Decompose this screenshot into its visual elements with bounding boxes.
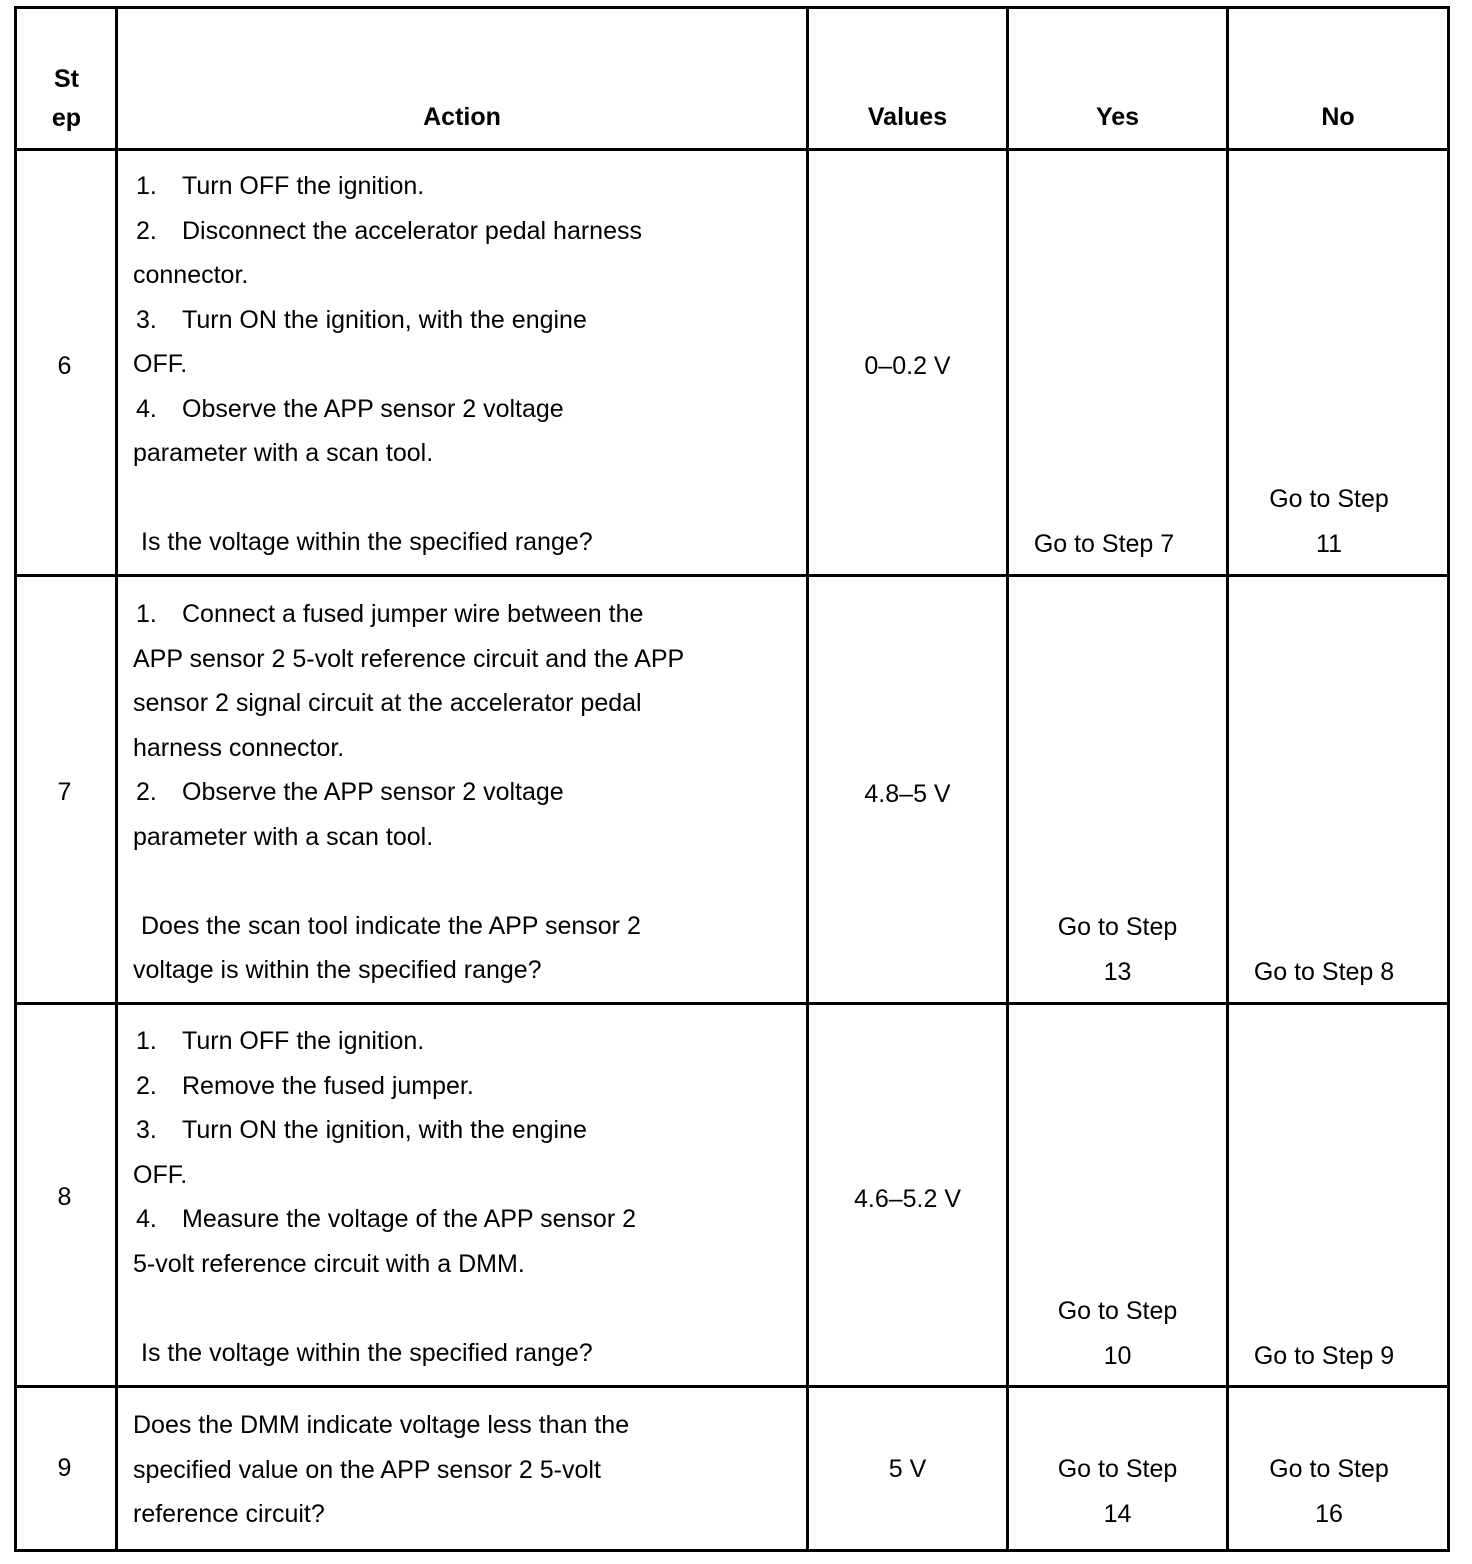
table-row [14, 577, 115, 1002]
step-index: 1. [136, 600, 157, 628]
action-text: Turn ON the ignition, with the engine [182, 1116, 587, 1144]
header-step-line: St [54, 65, 79, 93]
header-action: Action [423, 103, 501, 131]
action-text: Does the DMM indicate voltage less than the [133, 1411, 630, 1439]
table-border-right [1447, 6, 1450, 1552]
header-step [18, 60, 115, 138]
action-step [133, 164, 642, 209]
header-yes: Yes [1095, 103, 1140, 131]
yes-cell [1009, 1447, 1226, 1536]
action-cell [133, 592, 684, 993]
value-cell: 4.6–5.2 V [853, 1185, 962, 1213]
action-step [133, 592, 684, 637]
step-index: 3. [136, 1116, 157, 1144]
no-text: Go to Step 9 [1253, 1342, 1395, 1370]
action-text: Turn OFF the ignition. [182, 1027, 425, 1055]
yes-text: 14 [1103, 1499, 1132, 1528]
column-divider [1226, 6, 1229, 1552]
yes-text: Go to Step [1057, 913, 1178, 941]
step-number: 8 [57, 1183, 72, 1211]
no-cell [1229, 1334, 1419, 1379]
action-text: Turn OFF the ignition. [182, 172, 425, 200]
no-text: Go to Step 8 [1253, 958, 1395, 986]
step-index: 1. [136, 172, 157, 200]
action-step [133, 1108, 636, 1153]
action-step [133, 209, 642, 254]
header-step-line: ep [51, 104, 82, 132]
no-text: Go to Step [1269, 1455, 1389, 1483]
row-divider [14, 1002, 1450, 1005]
table-row [14, 151, 115, 574]
step-index: 2. [136, 1071, 157, 1100]
action-step [133, 1064, 636, 1109]
action-step [133, 1197, 636, 1242]
action-text: Observe the APP sensor 2 voltage [182, 778, 564, 806]
yes-text: 13 [1103, 957, 1132, 986]
step-index: 2. [136, 778, 157, 806]
table-row [14, 1005, 115, 1385]
action-text: APP sensor 2 5-volt reference circuit and the APP [133, 644, 685, 673]
step-index: 2. [136, 216, 157, 245]
action-text: sensor 2 signal circuit at the accelerator pedal [133, 689, 642, 717]
action-text: harness connector. [133, 733, 345, 762]
action-cell [133, 1019, 636, 1375]
action-step [133, 770, 684, 815]
action-step [133, 387, 642, 432]
action-text: Observe the APP sensor 2 voltage [182, 394, 564, 423]
no-cell [1229, 950, 1419, 995]
step-number: 9 [57, 1454, 72, 1482]
action-step [133, 1019, 636, 1064]
question-text: voltage is within the specified range? [133, 956, 542, 984]
row-divider [14, 1385, 1450, 1388]
action-text: OFF. [133, 350, 188, 378]
header-no: No [1321, 103, 1355, 131]
yes-text: Go to Step [1057, 1455, 1178, 1483]
step-index: 4. [136, 394, 157, 423]
action-text: Measure the voltage of the APP sensor 2 [182, 1205, 636, 1233]
yes-text: Go to Step [1057, 1297, 1178, 1325]
step-index: 4. [136, 1205, 157, 1233]
row-divider [14, 574, 1450, 577]
action-cell [133, 1403, 629, 1537]
question-text: Is the voltage within the specified range? [141, 528, 593, 556]
table-border-top [14, 6, 1450, 9]
action-text: parameter with a scan tool. [133, 439, 434, 467]
yes-cell [1009, 522, 1199, 567]
yes-cell [1009, 905, 1226, 994]
action-text: reference circuit? [133, 1500, 325, 1528]
no-cell [1229, 477, 1429, 566]
header-values: Values [867, 103, 948, 131]
step-index: 3. [136, 305, 157, 334]
no-text: 11 [1316, 529, 1342, 558]
action-text: specified value on the APP sensor 2 5-volt [133, 1455, 601, 1484]
step-number: 6 [57, 352, 72, 380]
yes-cell [1009, 1289, 1226, 1378]
table-row [14, 1388, 115, 1549]
action-text: connector. [133, 261, 249, 289]
no-cell [1229, 1447, 1429, 1536]
no-text: Go to Step [1269, 485, 1389, 513]
column-divider [115, 6, 118, 1552]
action-text: Disconnect the accelerator pedal harness [182, 216, 642, 245]
question-text: Does the scan tool indicate the APP sensor 2 [141, 911, 641, 940]
diagnostic-table [14, 6, 1450, 1552]
question-text: Is the voltage within the specified range? [141, 1338, 593, 1367]
action-text: parameter with a scan tool. [133, 822, 434, 851]
action-step [133, 298, 642, 343]
value-cell: 5 V [888, 1455, 927, 1483]
action-text: OFF. [133, 1160, 188, 1189]
yes-text: 10 [1103, 1341, 1132, 1370]
table-border-bottom [14, 1549, 1450, 1552]
action-text: Remove the fused jumper. [182, 1071, 474, 1100]
no-text: 16 [1315, 1499, 1343, 1528]
value-cell: 0–0.2 V [864, 352, 951, 380]
action-cell [133, 164, 642, 565]
value-cell: 4.8–5 V [864, 780, 951, 808]
action-text: 5-volt reference circuit with a DMM. [133, 1249, 525, 1278]
row-divider [14, 148, 1450, 151]
step-number: 7 [57, 778, 72, 806]
step-index: 1. [136, 1027, 157, 1055]
action-text: Turn ON the ignition, with the engine [182, 305, 587, 334]
action-text: Connect a fused jumper wire between the [182, 600, 644, 628]
yes-text: Go to Step 7 [1033, 530, 1175, 558]
